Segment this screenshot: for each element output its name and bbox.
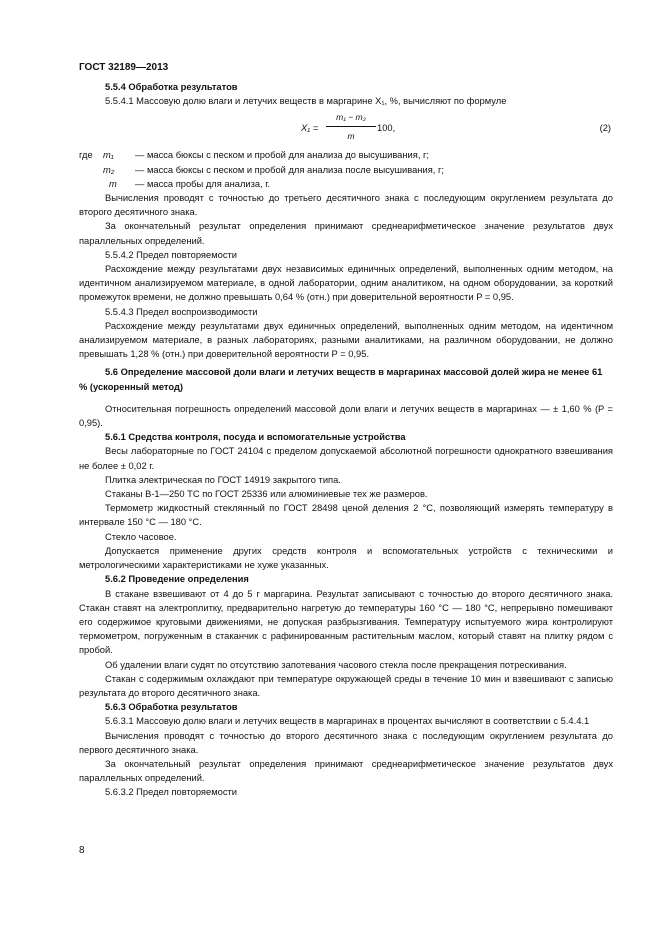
paragraph: Весы лабораторные по ГОСТ 24104 с пределом допускаемой абсолютной погрешности однократного взвешивания не более ± 0,02 г. [79,446,613,471]
paragraph: Стаканы В-1—250 ТС по ГОСТ 25336 или алюминиевые тех же размеров. [105,489,428,500]
section-title-5-6-1: 5.6.1 Средства контроля, посуда и вспомогательные устройства [105,432,406,443]
where-list [79,148,613,191]
section-title-5-6-2: 5.6.2 Проведение определения [105,574,249,585]
fraction-bar [326,126,376,127]
subsection-label: 5.5.4.2 Предел повторяемости [105,249,237,260]
where-prefix: где [79,150,93,161]
section-title-5-6-3: 5.6.3 Обработка результатов [105,702,238,713]
where-symbol: m [109,178,117,189]
paragraph: Стекло часовое. [105,531,177,542]
formula-2 [79,108,613,148]
paragraph: Вычисления проводят с точностью до третьего десятичного знака с последующим округлением результата до второго десятичного знака. [79,193,613,218]
paragraph: Расхождение между результатами двух единичных определений, выполненных одним методом, на идентичном анализируемом материале, в разных лабораториях, разными аналитиками, на различном оборудовании, не должно превышать 1,28 % (отн.) при доверительной вероятности P = 0,95. [79,320,613,360]
paragraph: Термометр жидкостный стеклянный по ГОСТ 28498 ценой деления 2 °С, позволяющий измерять температуру в интервале 150 °С — 180 °С. [79,503,613,528]
paragraph: Об удалении влаги судят по отсутствию запотевания часового стекла после прекращения потрескивания. [105,659,567,670]
paragraph: За окончательный результат определения принимают среднеарифметическое значение результатов двух параллельных определений. [79,221,613,246]
where-text: — масса бюксы с песком и пробой для анализа до высушивания, г; [135,150,430,161]
paragraph: В стакане взвешивают от 4 до 5 г маргарина. Результат записывают с точностью до второго десятичного знака. Стакан ставят на электроплитку, предварительно нагретую до температуры 160 °С — 180 °С, непрерывно помешивают его содержимое круговыми движениями, не допуская разбрызгивания. Температуру испытуемого жира контролируют термометром, погруженным в стаканчик с рафинированным растительным маслом, который ставят на плитку рядом с пробой. [79,588,613,656]
document-header: ГОСТ 32189—2013 [79,62,169,73]
where-text: — масса бюксы с песком и пробой для анализа после высушивания, г; [135,164,444,175]
paragraph: Расхождение между результатами двух независимых единичных определений, выполненных одним методом, на идентичном анализируемом материале, в одной лаборатории, одним аналитиком, на одном оборудовании, за короткий промежуток времени, не должно превышать 0,64 % (отн.) при доверительной вероятности P = 0,95. [79,264,613,303]
page-number: 8 [79,845,85,856]
where-symbol: m₂ [103,164,115,175]
formula-denominator: m [347,130,355,141]
where-text: — масса пробы для анализа, г. [135,178,271,189]
paragraph: Плитка электрическая по ГОСТ 14919 закрытого типа. [105,474,341,485]
paragraph: Допускается применение других средств контроля и вспомогательных устройств с техническими и метрологическими характеристиками не хуже указанных. [79,545,613,571]
paragraph: 5.5.4.1 Массовую долю влаги и летучих веществ в маргарине X₁, %, вычисляют по формуле [105,96,507,107]
section-title-5-6: 5.6 Определение массовой доли влаги и летучих веществ в маргаринах массовой долей жира не менее 61 % (ускоренный метод) [79,367,603,392]
paragraph: Вычисления проводят с точностью до второго десятичного знака с последующим округлением результата до первого десятичного знака. [79,730,613,755]
formula-multiplier: 100, [377,123,396,134]
formula-numerator: m₁ − m₂ [336,112,366,123]
subsection-label: 5.5.4.3 Предел воспроизводимости [105,306,258,317]
page-body [79,80,613,800]
where-symbol: m₁ [103,150,114,161]
paragraph: Стакан с содержимым охлаждают при температуре окружающей среды в течение 10 мин и взвешивают с записью результата до второго десятичного знака. [79,673,613,698]
paragraph: Относительная погрешность определений массовой доли влаги и летучих веществ в маргаринах — ± 1,60 % (P = 0,95). [79,403,613,429]
formula-number: (2) [599,123,611,134]
formula-lhs: X₁ = [301,123,319,134]
paragraph: За окончательный результат определения принимают среднеарифметическое значение результатов двух параллельных определений. [79,758,613,784]
paragraph: 5.6.3.1 Массовую долю влаги и летучих веществ в маргаринах в процентах вычисляют в соответствии с 5.4.4.1 [105,716,590,727]
formula-fraction [326,110,376,142]
subsection-label: 5.6.3.2 Предел повторяемости [105,787,237,798]
section-title-5-5-4: 5.5.4 Обработка результатов [105,82,238,92]
